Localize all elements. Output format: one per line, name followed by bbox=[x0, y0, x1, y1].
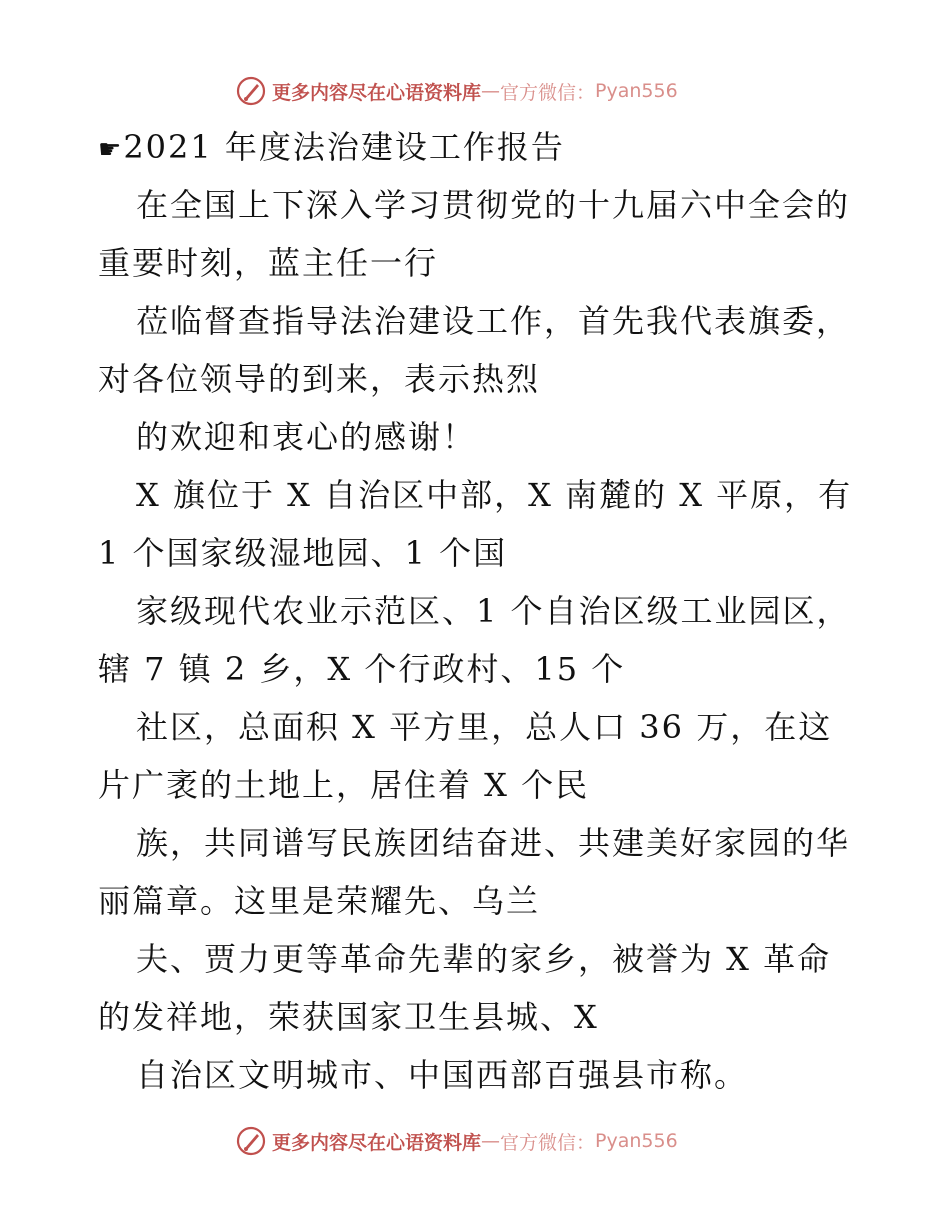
watermark-wechat-id: Pyan556 bbox=[595, 80, 678, 102]
paragraph-line: 1 个国家级湿地园、1 个国 bbox=[98, 534, 508, 572]
watermark-wechat-label: 官方微信： bbox=[500, 81, 596, 104]
quill-logo-icon bbox=[236, 1126, 266, 1156]
watermark-dash: — bbox=[481, 1130, 501, 1152]
watermark-text: 更多内容尽在心语资料库 bbox=[272, 1131, 482, 1154]
document-body bbox=[98, 118, 858, 1104]
document-title: 2021 年度法治建设工作报告 bbox=[123, 128, 565, 166]
hand-pointing-icon: ☛ bbox=[98, 135, 124, 165]
paragraph-line: X 旗位于 X 自治区中部，X 南麓的 X 平原，有 bbox=[136, 476, 853, 514]
paragraph-line: 莅临督查指导法治建设工作，首先我代表旗委， bbox=[136, 302, 851, 340]
paragraph-line: 的欢迎和衷心的感谢！ bbox=[136, 418, 477, 456]
paragraph-line: 夫、贾力更等革命先辈的家乡，被誉为 X 革命 bbox=[136, 940, 832, 978]
paragraph-line: 丽篇章。这里是荣耀先、乌兰 bbox=[98, 882, 541, 920]
quill-logo-icon bbox=[236, 76, 266, 106]
paragraph-line: 的发祥地，荣获国家卫生县城、X bbox=[98, 998, 599, 1036]
paragraph-line: 社区，总面积 X 平方里，总人口 36 万，在这 bbox=[136, 708, 833, 746]
paragraph-line: 族，共同谱写民族团结奋进、共建美好家园的华 bbox=[136, 824, 851, 862]
paragraph-line: 家级现代农业示范区、1 个自治区级工业园区， bbox=[136, 592, 851, 630]
watermark-header bbox=[236, 74, 678, 108]
watermark-dash: — bbox=[481, 80, 501, 102]
paragraph-line: 在全国上下深入学习贯彻党的十九届六中全会的 bbox=[136, 186, 851, 224]
watermark-footer bbox=[236, 1124, 678, 1158]
watermark-wechat-label: 官方微信： bbox=[500, 1131, 596, 1154]
paragraph-line: 辖 7 镇 2 乡，X 个行政村、15 个 bbox=[98, 650, 626, 688]
watermark-text: 更多内容尽在心语资料库 bbox=[272, 81, 482, 104]
paragraph-line: 片广袤的土地上，居住着 X 个民 bbox=[98, 766, 590, 804]
document-title-line bbox=[98, 118, 858, 176]
paragraph-line: 对各位领导的到来，表示热烈 bbox=[98, 360, 541, 398]
paragraph-line: 重要时刻，蓝主任一行 bbox=[98, 244, 439, 282]
paragraph-line: 自治区文明城市、中国西部百强县市称。 bbox=[136, 1056, 749, 1094]
watermark-wechat-id: Pyan556 bbox=[595, 1130, 678, 1152]
